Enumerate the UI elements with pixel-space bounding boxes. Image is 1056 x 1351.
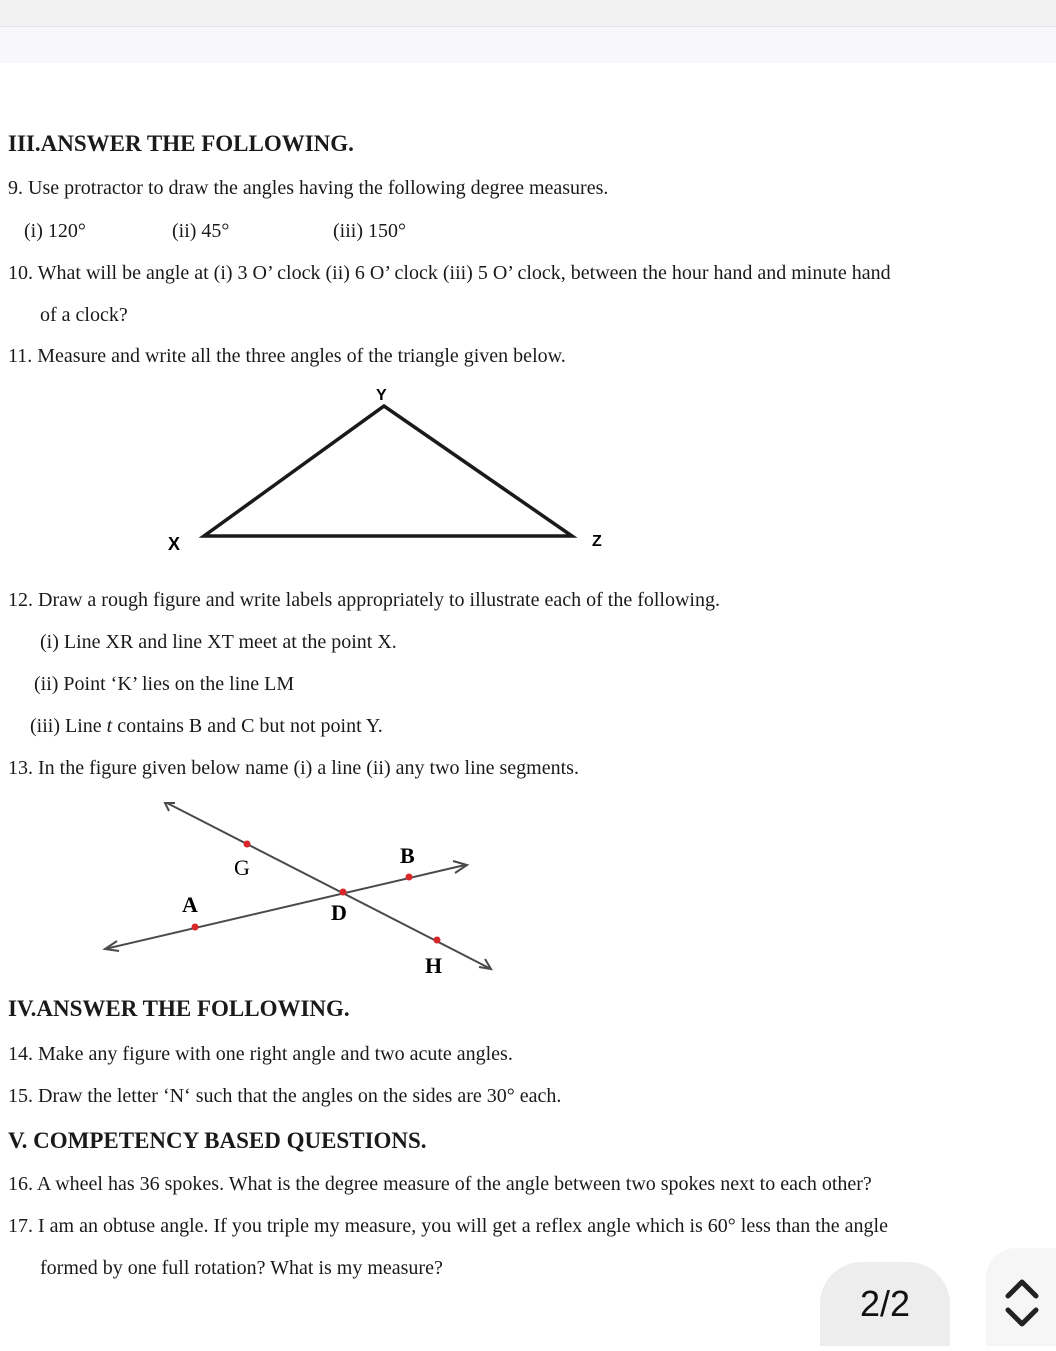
q12-part-2: (ii) Point ‘K’ lies on the line LM <box>34 673 295 695</box>
question-13: 13. In the figure given below name (i) a line (ii) any two line segments. <box>8 757 579 779</box>
question-17-line-2: formed by one full rotation? What is my measure? <box>40 1257 443 1279</box>
question-10-line-2: of a clock? <box>40 304 128 326</box>
vertex-label-x: X <box>168 534 181 554</box>
chevron-up-icon[interactable] <box>1008 1282 1036 1296</box>
line-gh <box>167 803 491 969</box>
q12-part-1: (i) Line XR and line XT meet at the point X. <box>40 631 397 653</box>
question-15: 15. Draw the letter ‘N‘ such that the angles on the sides are 30° each. <box>8 1085 562 1107</box>
point-h <box>434 937 441 944</box>
question-11: 11. Measure and write all the three angles of the triangle given below. <box>8 345 566 367</box>
q9-option-1: (i) 120° <box>24 220 86 242</box>
point-g <box>244 841 251 848</box>
point-d <box>340 889 347 896</box>
vertex-label-y: Y <box>376 387 387 404</box>
viewer-toolbar-strip <box>0 26 1056 63</box>
label-h: H <box>425 953 443 978</box>
page-indicator: 2/2 <box>820 1262 950 1346</box>
question-9: 9. Use protractor to draw the angles having the following degree measures. <box>8 177 609 199</box>
triangle-figure <box>160 380 620 560</box>
question-10-line-1: 10. What will be angle at (i) 3 O’ clock (ii) 6 O’ clock (iii) 5 O’ clock, between the hour hand and minute hand <box>8 262 891 284</box>
label-a: A <box>182 892 198 917</box>
question-14: 14. Make any figure with one right angle and two acute angles. <box>8 1043 513 1065</box>
chevron-down-icon[interactable] <box>1008 1310 1036 1324</box>
label-b: B <box>400 843 415 868</box>
point-b <box>406 874 413 881</box>
lines-figure <box>95 795 505 990</box>
triangle-xyz <box>204 406 572 536</box>
vertex-label-z: Z <box>592 533 602 550</box>
label-d: D <box>331 900 347 925</box>
question-16: 16. A wheel has 36 spokes. What is the degree measure of the angle between two spokes next to each other? <box>8 1173 872 1195</box>
question-12: 12. Draw a rough figure and write labels appropriately to illustrate each of the following. <box>8 589 720 611</box>
question-17-line-1: 17. I am an obtuse angle. If you triple my measure, you will get a reflex angle which is 60° less than the angle <box>8 1215 888 1237</box>
section-4-heading: IV.ANSWER THE FOLLOWING. <box>8 996 350 1021</box>
label-g: G <box>234 855 250 880</box>
section-5-heading: V. COMPETENCY BASED QUESTIONS. <box>8 1128 427 1153</box>
q9-option-3: (iii) 150° <box>333 220 406 242</box>
section-3-heading: III.ANSWER THE FOLLOWING. <box>8 131 354 156</box>
q12-part-3: (iii) Line t contains B and C but not point Y. <box>30 715 383 737</box>
point-a <box>192 924 199 931</box>
page-nav-arrows-svg <box>986 1248 1056 1346</box>
page-nav-arrows <box>986 1248 1056 1346</box>
q9-option-2: (ii) 45° <box>172 220 230 242</box>
viewer-top-bar <box>0 0 1056 26</box>
